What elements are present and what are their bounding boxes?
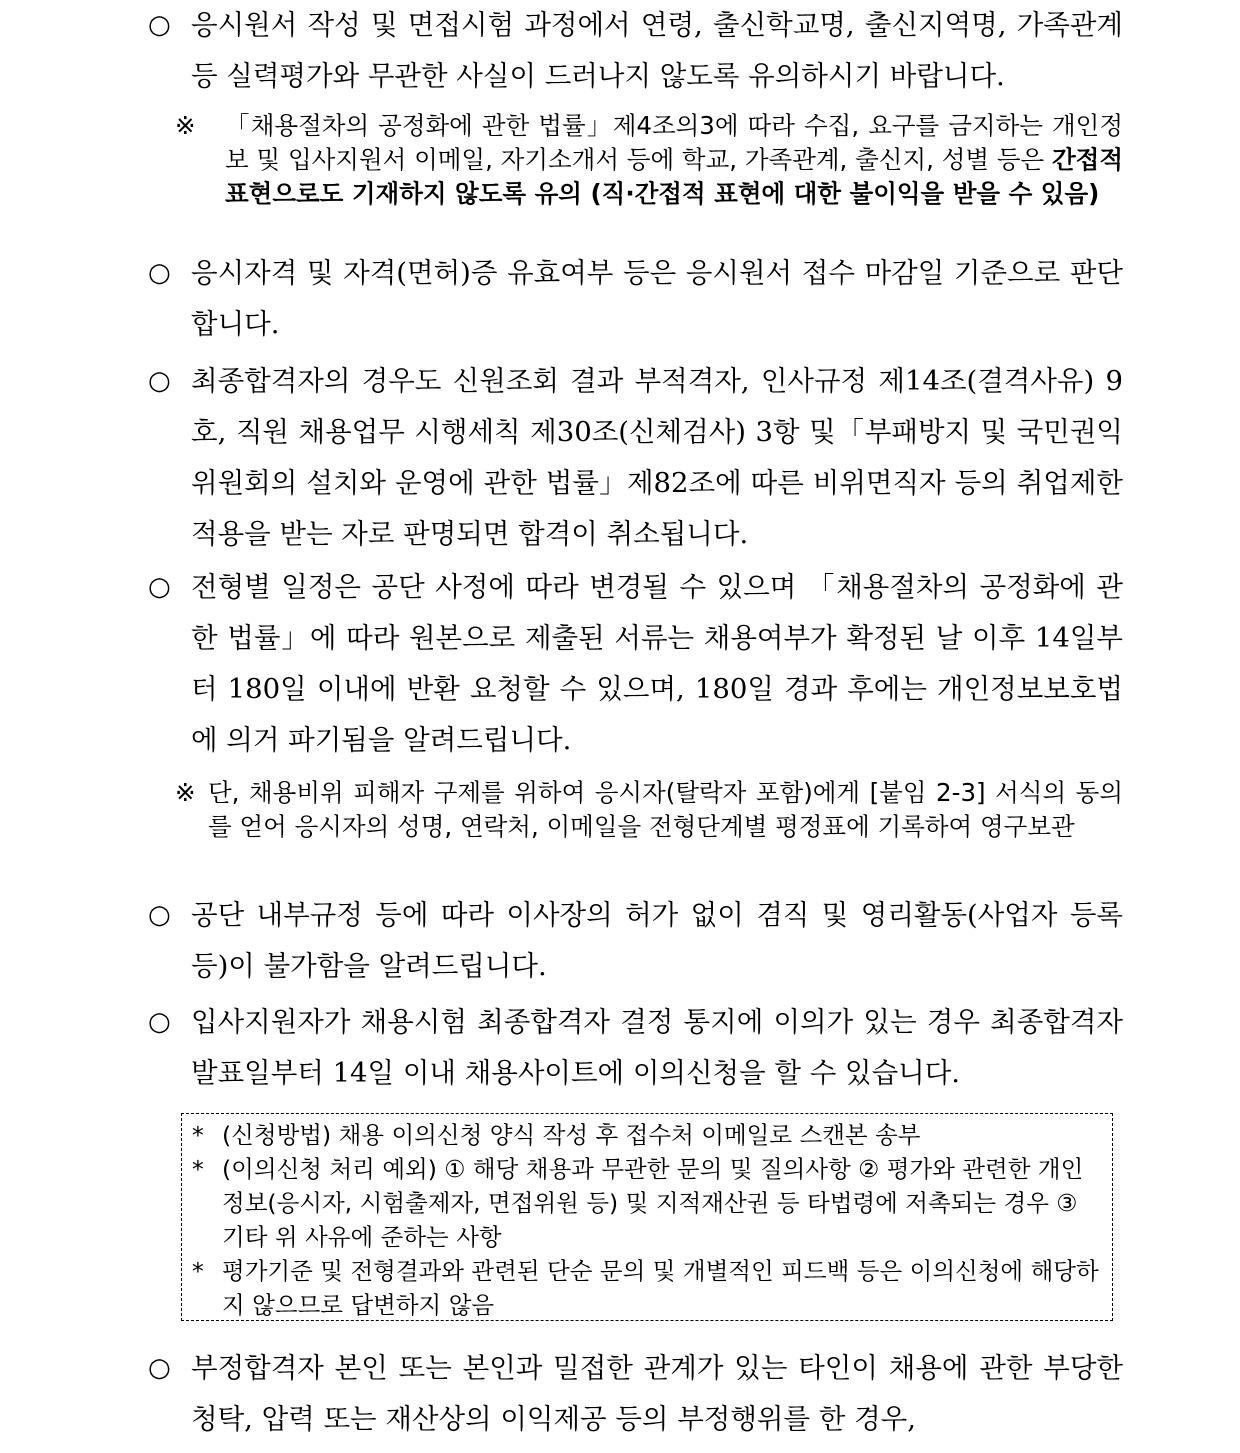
circle-bullet-icon: ○ bbox=[148, 1353, 171, 1383]
box-line-method: * (신청방법) 채용 이의신청 양식 작성 후 접수처 이메일로 스캔본 송부 bbox=[190, 1118, 1102, 1152]
circle-bullet-icon: ○ bbox=[148, 366, 171, 396]
note-plain-text: 「채용절차의 공정화에 관한 법률」제4조의3에 따라 수집, 요구를 금지하는 개인정보 및 입사지원서 이메일, 자기소개서 등에 학교, 가족관계, 출신지, 성별 등은 bbox=[225, 111, 1123, 174]
reference-mark-icon: ※ bbox=[175, 111, 196, 140]
objection-info-box bbox=[181, 1113, 1113, 1321]
reference-mark-icon: ※ bbox=[175, 778, 196, 807]
notice-text: 응시원서 작성 및 면접시험 과정에서 연령, 출신학교명, 출신지역명, 가족관계 등 실력평가와 무관한 사실이 드러나지 않도록 유의하시기 바랍니다. bbox=[191, 9, 1123, 92]
circle-bullet-icon: ○ bbox=[148, 258, 171, 288]
note-text: 단, 채용비위 피해자 구제를 위하여 응시자(탈락자 포함)에게 [붙임 2-3] 서식의 동의를 얻어 응시자의 성명, 연락처, 이메일을 전형단계별 평정표에 기록하여 영구보관 bbox=[208, 778, 1123, 841]
notice-text: 부정합격자 본인 또는 본인과 밀접한 관계가 있는 타인이 채용에 관한 부당한 청탁, 압력 또는 재산상의 이익제공 등의 부정행위를 한 경우, bbox=[191, 1352, 1123, 1435]
note-victim-relief bbox=[175, 776, 1123, 844]
asterisk-icon: * bbox=[192, 1155, 204, 1183]
notice-item-schedule bbox=[148, 562, 1123, 766]
circle-bullet-icon: ○ bbox=[148, 1007, 171, 1037]
note-bold-text: 간접적 표현으로도 기재하지 않도록 유의 (직·간접적 표현에 대한 불이익을 받을 수 있음) bbox=[225, 145, 1123, 208]
notice-item-objection bbox=[148, 997, 1123, 1099]
notice-text: 입사지원자가 채용시험 최종합격자 결정 통지에 이의가 있는 경우 최종합격자 발표일부터 14일 이내 채용사이트에 이의신청을 할 수 있습니다. bbox=[191, 1006, 1123, 1089]
circle-bullet-icon: ○ bbox=[148, 10, 171, 40]
notice-text: 전형별 일정은 공단 사정에 따라 변경될 수 있으며 「채용절차의 공정화에 관한 법률」에 따라 원본으로 제출된 서류는 채용여부가 확정된 날 이후 14일부터 180일 이내에 반환 요청할 수 있으며, 180일 경과 후에는 개인정보보호법에 의거 파기됨을 알려드립니다. bbox=[191, 571, 1123, 756]
notice-item-age-school bbox=[148, 0, 1123, 102]
note-fair-hiring-law bbox=[175, 109, 1123, 211]
notice-item-side-job bbox=[148, 890, 1123, 992]
asterisk-icon: * bbox=[192, 1257, 204, 1285]
notice-item-final-pass bbox=[148, 356, 1123, 560]
notice-item-qualification bbox=[148, 248, 1123, 350]
box-line-exceptions: * (이의신청 처리 예외) ① 해당 채용과 무관한 문의 및 질의사항 ② 평가와 관련한 개인정보(응시자, 시험출제자, 면접위원 등) 및 지적재산권 등 타법령에 저촉되는 경우 ③ 기타 위 사유에 준하는 사항 bbox=[190, 1152, 1102, 1254]
notice-text: 최종합격자의 경우도 신원조회 결과 부적격자, 인사규정 제14조(결격사유) 9호, 직원 채용업무 시행세칙 제30조(신체검사) 3항 및「부패방지 및 국민권익위원회의 설치와 운영에 관한 법률」제82조에 따른 비위면직자 등의 취업제한 적용을 받는 자로 판명되면 합격이 취소됩니다. bbox=[191, 365, 1123, 550]
circle-bullet-icon: ○ bbox=[148, 900, 171, 930]
asterisk-icon: * bbox=[192, 1121, 204, 1149]
notice-text: 공단 내부규정 등에 따라 이사장의 허가 없이 겸직 및 영리활동(사업자 등록 등)이 불가함을 알려드립니다. bbox=[191, 899, 1123, 982]
notice-text: 응시자격 및 자격(면허)증 유효여부 등은 응시원서 접수 마감일 기준으로 판단합니다. bbox=[191, 257, 1123, 340]
notice-item-fraud bbox=[148, 1343, 1123, 1445]
circle-bullet-icon: ○ bbox=[148, 572, 171, 602]
box-line-no-answer: * 평가기준 및 전형결과와 관련된 단순 문의 및 개별적인 피드백 등은 이의신청에 해당하지 않으므로 답변하지 않음 bbox=[190, 1254, 1102, 1322]
